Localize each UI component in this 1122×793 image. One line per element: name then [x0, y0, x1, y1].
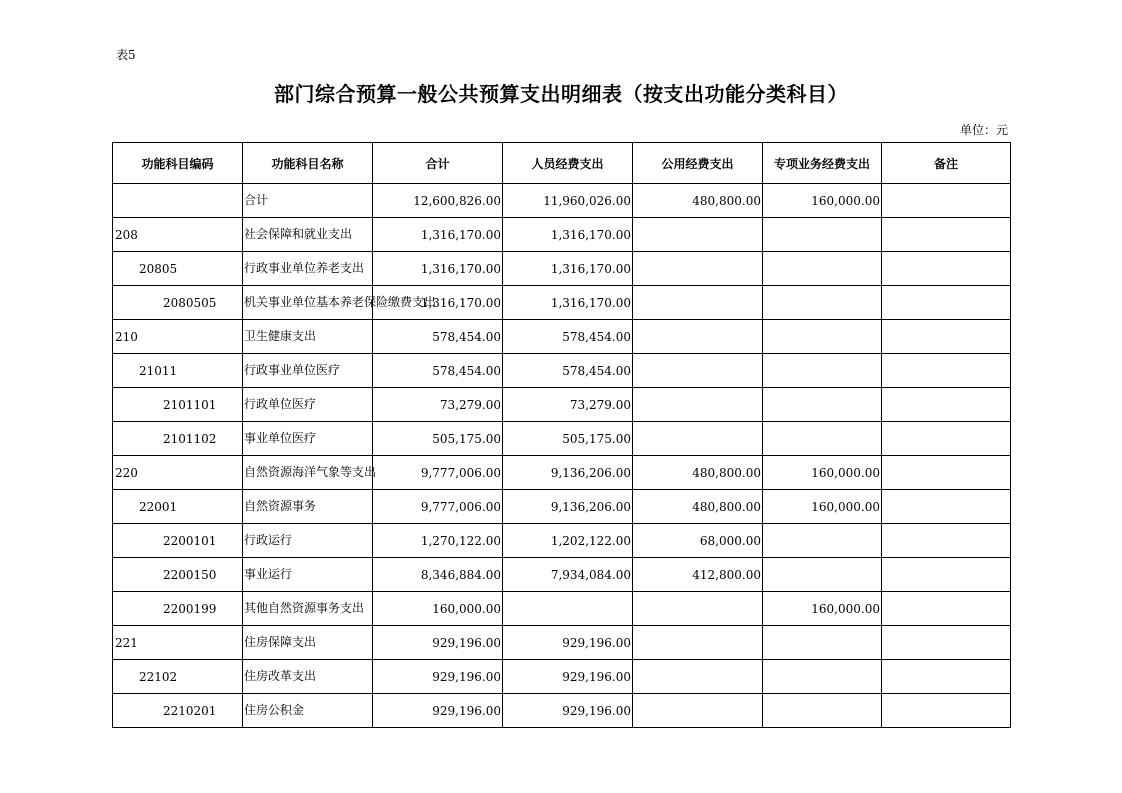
cell-code: 2200150 — [113, 558, 243, 592]
table-row — [113, 184, 1011, 218]
cell-name: 住房改革支出 — [243, 660, 373, 694]
cell-total: 9,777,006.00 — [373, 456, 503, 490]
cell-total: 1,316,170.00 — [373, 218, 503, 252]
cell-name: 自然资源事务 — [243, 490, 373, 524]
cell-public: 68,000.00 — [633, 524, 763, 558]
cell-code: 2210201 — [113, 694, 243, 728]
cell-code: 2200101 — [113, 524, 243, 558]
cell-personnel: 929,196.00 — [503, 626, 633, 660]
cell-public — [633, 252, 763, 286]
cell-note — [882, 490, 1011, 524]
table-row — [113, 388, 1011, 422]
cell-code: 2101102 — [113, 422, 243, 456]
table-row — [113, 354, 1011, 388]
cell-special — [763, 524, 882, 558]
cell-code: 2101101 — [113, 388, 243, 422]
cell-total: 578,454.00 — [373, 354, 503, 388]
cell-special — [763, 286, 882, 320]
table-row — [113, 524, 1011, 558]
header-special: 专项业务经费支出 — [763, 143, 882, 184]
cell-personnel: 929,196.00 — [503, 694, 633, 728]
cell-public — [633, 694, 763, 728]
cell-special — [763, 388, 882, 422]
cell-personnel: 7,934,084.00 — [503, 558, 633, 592]
cell-name: 事业单位医疗 — [243, 422, 373, 456]
cell-code: 220 — [113, 456, 243, 490]
cell-total: 929,196.00 — [373, 694, 503, 728]
table-row — [113, 286, 1011, 320]
cell-special — [763, 354, 882, 388]
cell-note — [882, 218, 1011, 252]
cell-note — [882, 388, 1011, 422]
cell-name: 住房保障支出 — [243, 626, 373, 660]
cell-total: 160,000.00 — [373, 592, 503, 626]
cell-personnel: 9,136,206.00 — [503, 490, 633, 524]
cell-total: 929,196.00 — [373, 626, 503, 660]
cell-code: 210 — [113, 320, 243, 354]
header-name: 功能科目名称 — [243, 143, 373, 184]
table-row — [113, 320, 1011, 354]
page-title: 部门综合预算一般公共预算支出明细表（按支出功能分类科目） — [274, 82, 848, 106]
cell-personnel: 578,454.00 — [503, 354, 633, 388]
table-number: 表5 — [116, 48, 136, 62]
cell-personnel: 1,316,170.00 — [503, 286, 633, 320]
header-code: 功能科目编码 — [113, 143, 243, 184]
cell-special — [763, 660, 882, 694]
cell-personnel — [503, 592, 633, 626]
cell-note — [882, 558, 1011, 592]
cell-public — [633, 320, 763, 354]
table-row — [113, 456, 1011, 490]
cell-note — [882, 252, 1011, 286]
unit-label: 单位：元 — [959, 123, 1008, 137]
cell-name: 社会保障和就业支出 — [243, 218, 373, 252]
cell-code: 208 — [113, 218, 243, 252]
cell-code: 2080505 — [113, 286, 243, 320]
cell-note — [882, 524, 1011, 558]
cell-total: 1,270,122.00 — [373, 524, 503, 558]
cell-code: 221 — [113, 626, 243, 660]
cell-total: 929,196.00 — [373, 660, 503, 694]
cell-special — [763, 320, 882, 354]
cell-name: 机关事业单位基本养老保险缴费支出 — [243, 286, 373, 320]
cell-public — [633, 626, 763, 660]
cell-public — [633, 286, 763, 320]
cell-code: 20805 — [113, 252, 243, 286]
cell-personnel: 73,279.00 — [503, 388, 633, 422]
cell-special: 160,000.00 — [763, 592, 882, 626]
cell-name: 行政事业单位养老支出 — [243, 252, 373, 286]
cell-name: 事业运行 — [243, 558, 373, 592]
cell-special — [763, 694, 882, 728]
cell-note — [882, 354, 1011, 388]
cell-total: 9,777,006.00 — [373, 490, 503, 524]
cell-note — [882, 184, 1011, 218]
cell-personnel: 9,136,206.00 — [503, 456, 633, 490]
cell-special — [763, 252, 882, 286]
cell-name: 其他自然资源事务支出 — [243, 592, 373, 626]
cell-name: 行政单位医疗 — [243, 388, 373, 422]
header-total: 合计 — [373, 143, 503, 184]
cell-name: 自然资源海洋气象等支出 — [243, 456, 373, 490]
cell-public — [633, 354, 763, 388]
cell-code: 22102 — [113, 660, 243, 694]
cell-personnel: 1,316,170.00 — [503, 252, 633, 286]
cell-special: 160,000.00 — [763, 490, 882, 524]
cell-public — [633, 660, 763, 694]
cell-name: 合计 — [243, 184, 373, 218]
cell-special — [763, 218, 882, 252]
cell-note — [882, 694, 1011, 728]
cell-note — [882, 286, 1011, 320]
cell-public: 480,800.00 — [633, 456, 763, 490]
budget-table — [112, 142, 1011, 728]
table-header — [113, 143, 1011, 184]
cell-special — [763, 626, 882, 660]
cell-code: 21011 — [113, 354, 243, 388]
cell-total: 578,454.00 — [373, 320, 503, 354]
cell-public — [633, 388, 763, 422]
table-row — [113, 592, 1011, 626]
table-row — [113, 422, 1011, 456]
table-row — [113, 490, 1011, 524]
cell-code: 2200199 — [113, 592, 243, 626]
table-row — [113, 558, 1011, 592]
cell-total: 8,346,884.00 — [373, 558, 503, 592]
header-row — [113, 143, 1011, 184]
cell-public: 480,800.00 — [633, 490, 763, 524]
header-personnel: 人员经费支出 — [503, 143, 633, 184]
cell-name: 行政运行 — [243, 524, 373, 558]
cell-public: 480,800.00 — [633, 184, 763, 218]
cell-name: 卫生健康支出 — [243, 320, 373, 354]
cell-note — [882, 626, 1011, 660]
table-row — [113, 626, 1011, 660]
cell-note — [882, 320, 1011, 354]
table-row — [113, 694, 1011, 728]
cell-total: 73,279.00 — [373, 388, 503, 422]
cell-total: 1,316,170.00 — [373, 286, 503, 320]
cell-total: 12,600,826.00 — [373, 184, 503, 218]
cell-personnel: 11,960,026.00 — [503, 184, 633, 218]
cell-personnel: 929,196.00 — [503, 660, 633, 694]
cell-personnel: 1,316,170.00 — [503, 218, 633, 252]
cell-name: 行政事业单位医疗 — [243, 354, 373, 388]
cell-special: 160,000.00 — [763, 184, 882, 218]
cell-code — [113, 184, 243, 218]
cell-personnel: 578,454.00 — [503, 320, 633, 354]
cell-special — [763, 422, 882, 456]
cell-special: 160,000.00 — [763, 456, 882, 490]
cell-code: 22001 — [113, 490, 243, 524]
header-public: 公用经费支出 — [633, 143, 763, 184]
table-row — [113, 218, 1011, 252]
cell-public: 412,800.00 — [633, 558, 763, 592]
cell-personnel: 1,202,122.00 — [503, 524, 633, 558]
cell-public — [633, 592, 763, 626]
table-row — [113, 660, 1011, 694]
cell-public — [633, 422, 763, 456]
cell-special — [763, 558, 882, 592]
cell-name: 住房公积金 — [243, 694, 373, 728]
table-body — [113, 184, 1011, 728]
header-note: 备注 — [882, 143, 1011, 184]
cell-total: 505,175.00 — [373, 422, 503, 456]
cell-note — [882, 592, 1011, 626]
cell-public — [633, 218, 763, 252]
cell-note — [882, 422, 1011, 456]
cell-total: 1,316,170.00 — [373, 252, 503, 286]
table-row — [113, 252, 1011, 286]
cell-personnel: 505,175.00 — [503, 422, 633, 456]
cell-note — [882, 660, 1011, 694]
cell-note — [882, 456, 1011, 490]
